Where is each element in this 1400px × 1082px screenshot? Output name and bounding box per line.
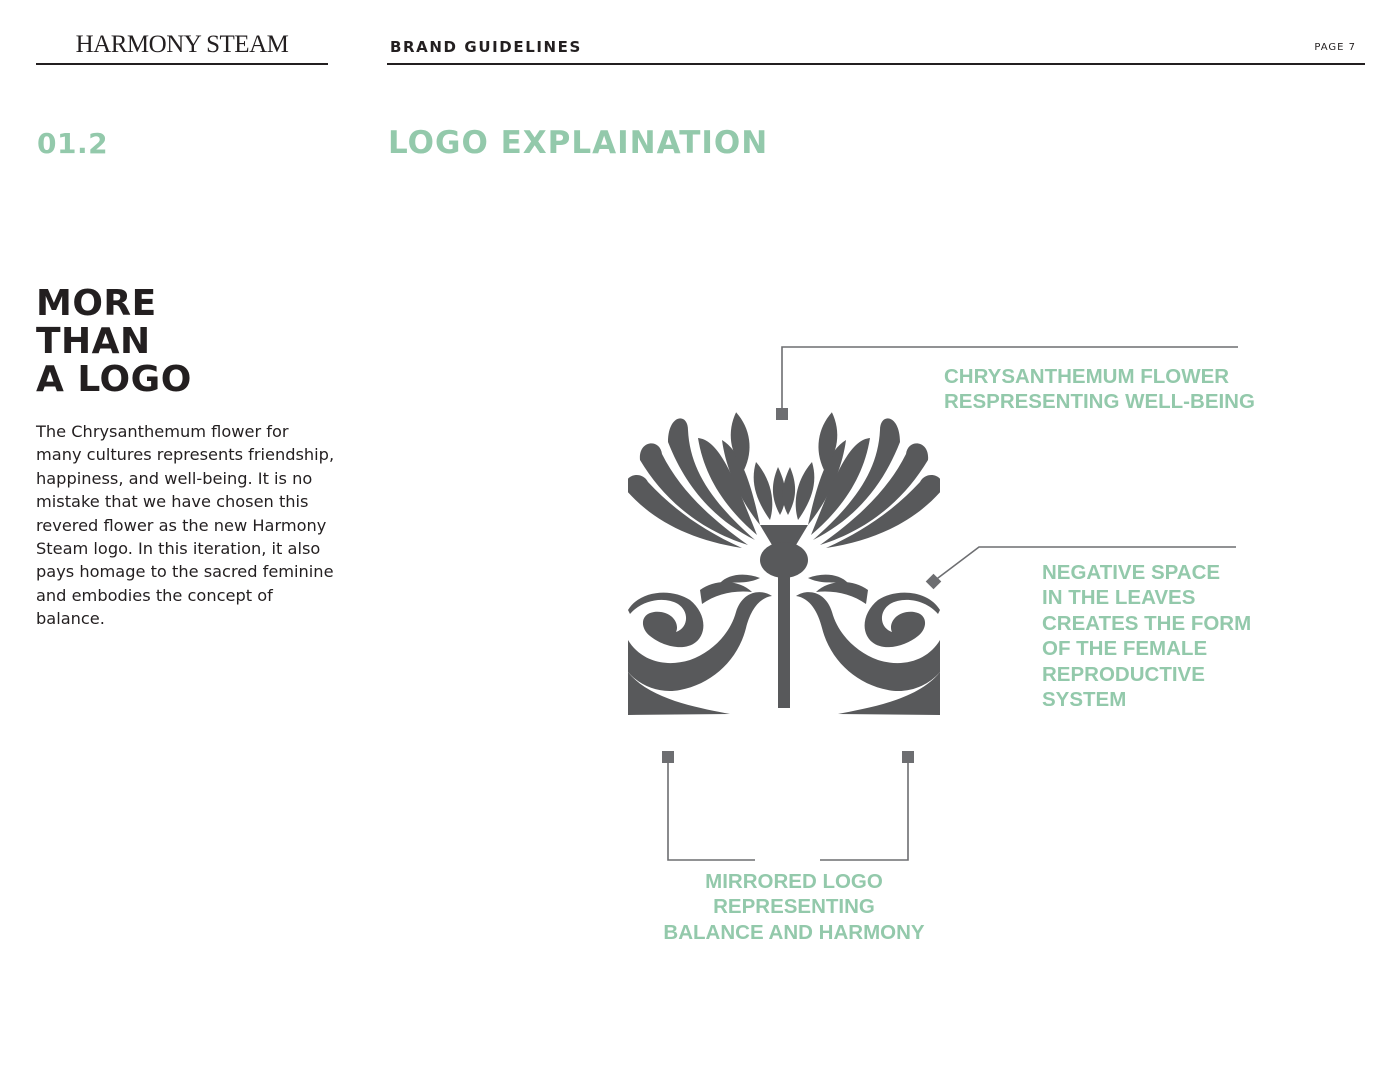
callout-line: SYSTEM: [1042, 688, 1127, 712]
leader-line-mirrored-left: [668, 760, 755, 860]
page-number: PAGE 7: [1314, 42, 1356, 53]
callout-line: NEGATIVE SPACE: [1042, 561, 1221, 584]
callout-line: CREATES THE FORM: [1042, 611, 1252, 635]
section-number: 01.2: [37, 127, 109, 160]
callout-line: MIRRORED LOGO: [705, 870, 883, 893]
headline-line: MORE: [36, 283, 157, 324]
headline-line: A LOGO: [36, 359, 192, 400]
callout-line: REPRESENTING: [713, 895, 875, 919]
callout-line: BALANCE AND HARMONY: [663, 920, 925, 944]
callout-line: OF THE FEMALE: [1042, 637, 1208, 661]
callout-line: IN THE LEAVES: [1042, 586, 1196, 610]
callout-line: RESPRESENTING WELL-BEING: [944, 390, 1255, 414]
marker-negative-space: [926, 574, 942, 590]
brand-name: HARMONY STEAM: [75, 31, 289, 58]
headline-line: THAN: [36, 321, 151, 362]
callout-negative-space: [1042, 560, 1251, 712]
section-title: LOGO EXPLAINATION: [388, 125, 769, 161]
callout-flower: [944, 364, 1255, 415]
body-text: The Chrysanthemum flower for many cultures represents friendship, happiness, and well-being. It is no mistake that we have chosen this revered flower as the new Harmony Steam logo. In this iteration, it also pays homage to the sacred feminine and embodies the concept of balance.: [36, 422, 335, 629]
document-title: BRAND GUIDELINES: [390, 38, 582, 56]
chrysanthemum-logo-icon: [625, 411, 942, 715]
callout-line: CHRYSANTHEMUM FLOWER: [944, 365, 1230, 388]
marker-flower: [776, 408, 788, 420]
callout-line: REPRODUCTIVE: [1042, 662, 1205, 686]
marker-mirrored-right: [902, 751, 914, 763]
callout-mirrored: [640, 869, 948, 945]
leader-line-mirrored-right: [820, 760, 908, 860]
marker-mirrored-left: [662, 751, 674, 763]
